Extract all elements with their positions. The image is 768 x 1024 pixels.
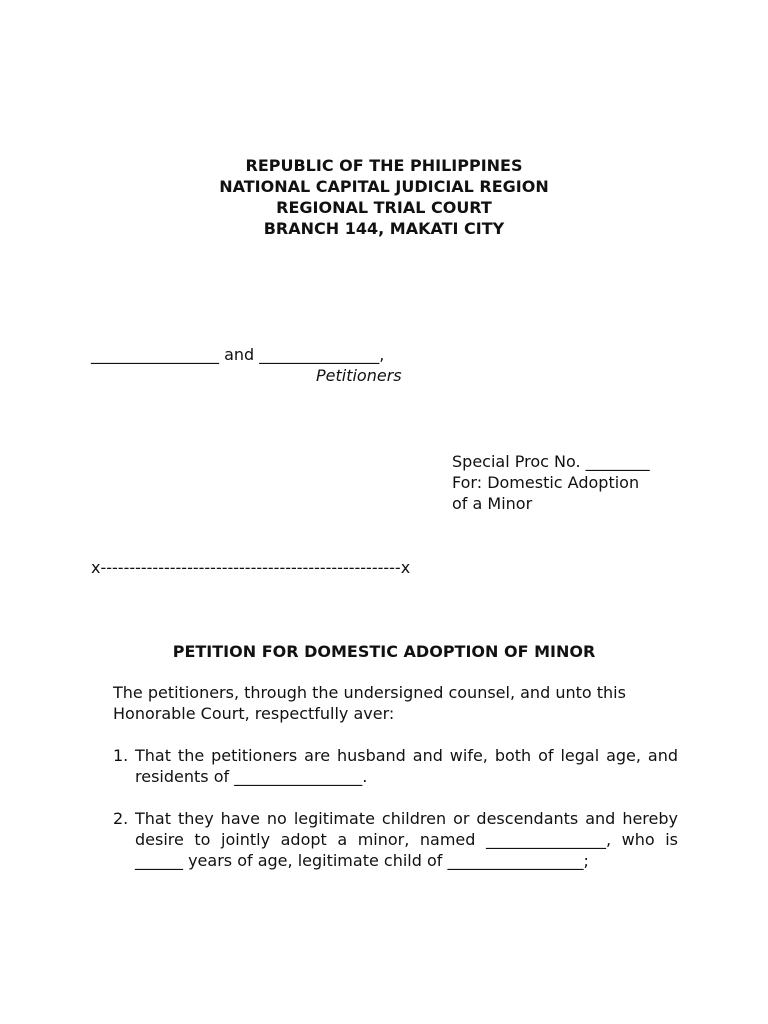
case-info-block — [452, 451, 712, 514]
item-text: That the petitioners are husband and wife, both of legal age, and residents of ________________. — [135, 746, 678, 786]
case-for-line-2: of a Minor — [452, 494, 533, 513]
caption-separator: x----------------------------------------------------x — [91, 558, 411, 577]
item-text: That they have no legitimate children or descendants and hereby desire to jointly adopt a minor, named _______________, who is ______ years of age, legitimate child of _________________; — [135, 809, 678, 870]
numbered-item — [113, 745, 678, 787]
petitioner-names-line: ________________ and _______________, — [91, 345, 385, 364]
petitioners-label: Petitioners — [316, 366, 402, 385]
item-number: 1. — [113, 746, 129, 765]
header-line-court: REGIONAL TRIAL COURT — [276, 198, 492, 217]
numbered-item — [113, 808, 678, 871]
case-for-line-1: For: Domestic Adoption — [452, 473, 640, 492]
court-header — [0, 155, 768, 239]
intro-paragraph: The petitioners, through the undersigned counsel, and unto this Honorable Court, respectfully aver: — [113, 683, 626, 723]
header-line-republic: REPUBLIC OF THE PHILIPPINES — [245, 156, 523, 175]
item-number: 2. — [113, 809, 129, 828]
petition-title: PETITION FOR DOMESTIC ADOPTION OF MINOR — [172, 642, 596, 661]
special-proc-number: Special Proc No. ________ — [452, 452, 650, 471]
parties-block — [91, 344, 421, 386]
header-line-region: NATIONAL CAPITAL JUDICIAL REGION — [219, 177, 549, 196]
header-line-branch: BRANCH 144, MAKATI CITY — [263, 219, 505, 238]
